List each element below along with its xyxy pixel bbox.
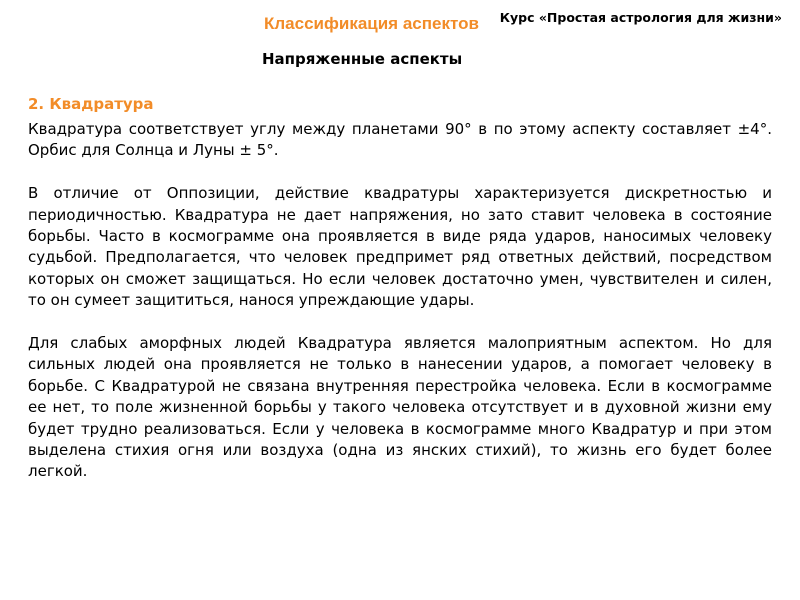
page-subtitle: Напряженные аспекты (262, 50, 463, 68)
course-name: Курс «Простая астрология для жизни» (499, 10, 782, 25)
paragraph-definition: Квадратура соответствует углу между планетами 90° в по этому аспекту составляет ±4°. Орбис для Солнца и Луны ± 5°. (28, 120, 772, 160)
paragraph-effects: Для слабых аморфных людей Квадратура является малоприятным аспектом. Но для сильных людей она проявляется не только в нанесении ударов, а помогает человеку в борьбе. С Квадратурой не связана внутренняя перестройка человека. Если в космограмме ее нет, то поле жизненной борьбы у такого человека отсутствует и в духовной жизни ему будет трудно реализоваться. Если у человека в космограмме много Квадратур и при этом выделена стихия огня или воздуха (одна из янских стихий), то жизнь его будет более легкой. (28, 334, 772, 481)
section-title: 2. Квадратура (28, 95, 154, 113)
page-title: Классификация аспектов (264, 14, 479, 33)
section-body (28, 119, 772, 483)
paragraph-action: В отличие от Оппозиции, действие квадратуры характеризуется дискретностью и периодичностью. Квадратура не дает напряжения, но зато ставит человека в состояние борьбы. Часто в космограмме она проявляется в виде ряда ударов, наносимых человеку судьбой. Предполагается, что человек предпримет ряд ответных действий, посредством которых он сможет защищаться. Но если человек достаточно умен, чувствителен и силен, то он сумеет защититься, нанося упреждающие удары. (28, 184, 772, 310)
